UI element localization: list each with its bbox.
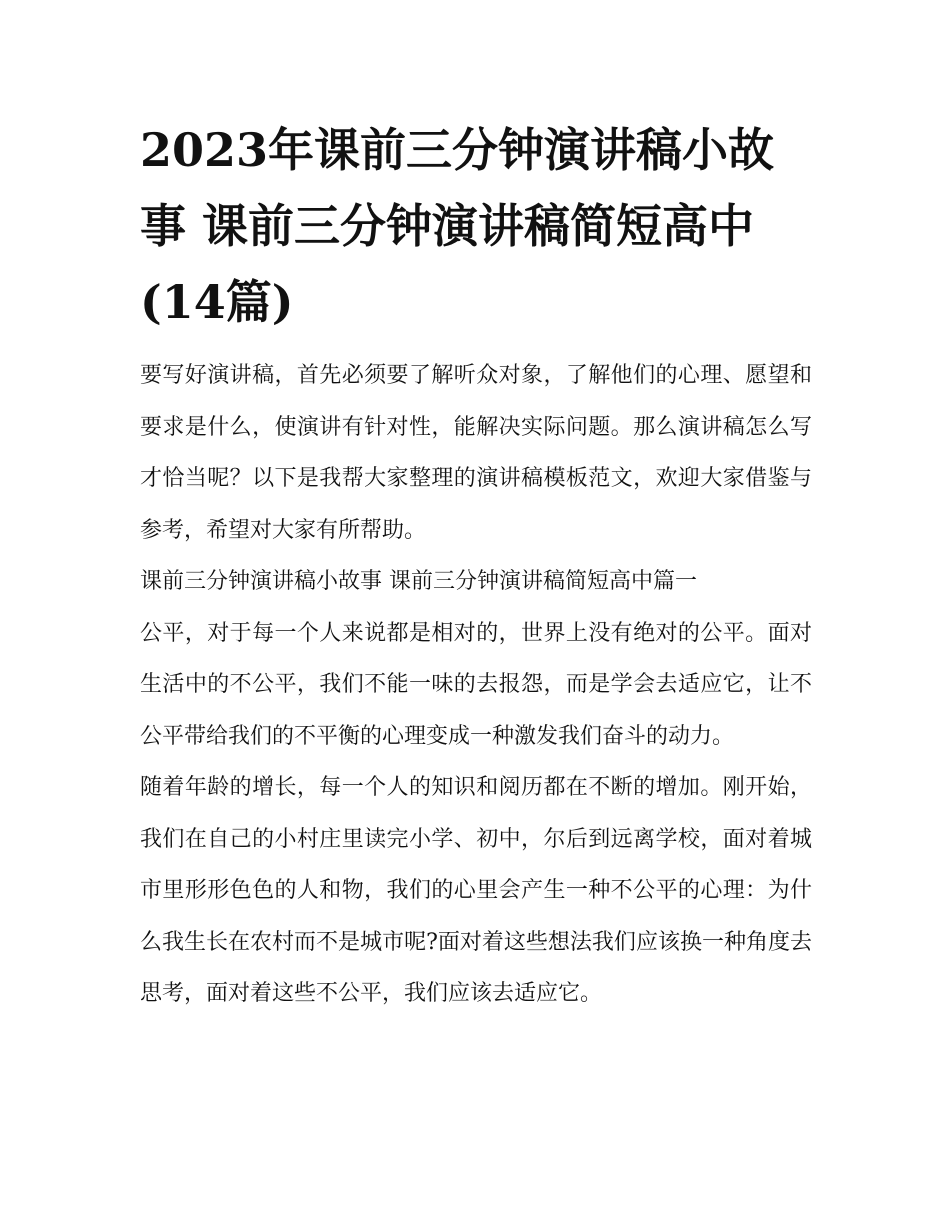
document-page (140, 112, 812, 1020)
document-title: 2023年课前三分钟演讲稿小故事 课前三分钟演讲稿简短高中(14篇) (140, 123, 775, 329)
body-paragraph: 公平，对于每一个人来说都是相对的，世界上没有绝对的公平。面对生活中的不公平，我们不能一味的去报怨，而是学会去适应它，让不公平带给我们的不平衡的心理变成一种激发我们奋斗的动力。 (140, 620, 812, 749)
intro-paragraph: 要写好演讲稿，首先必须要了解听众对象，了解他们的心理、愿望和要求是什么，使演讲有针对性，能解决实际问题。那么演讲稿怎么写才恰当呢？以下是我帮大家整理的演讲稿模板范文，欢迎大家借鉴与参考，希望对大家有所帮助。 (140, 363, 812, 543)
body-paragraph: 随着年龄的增长，每一个人的知识和阅历都在不断的增加。刚开始，我们在自己的小村庄里读完小学、初中，尔后到远离学校，面对着城市里形形色色的人和物，我们的心里会产生一种不公平的心理：为什么我生长在农村而不是城市呢?面对着这些想法我们应该换一种角度去思考，面对着这些不公平，我们应该去适应它。 (140, 775, 812, 1006)
section-heading: 课前三分钟演讲稿小故事 课前三分钟演讲稿简短高中篇一 (140, 569, 697, 594)
